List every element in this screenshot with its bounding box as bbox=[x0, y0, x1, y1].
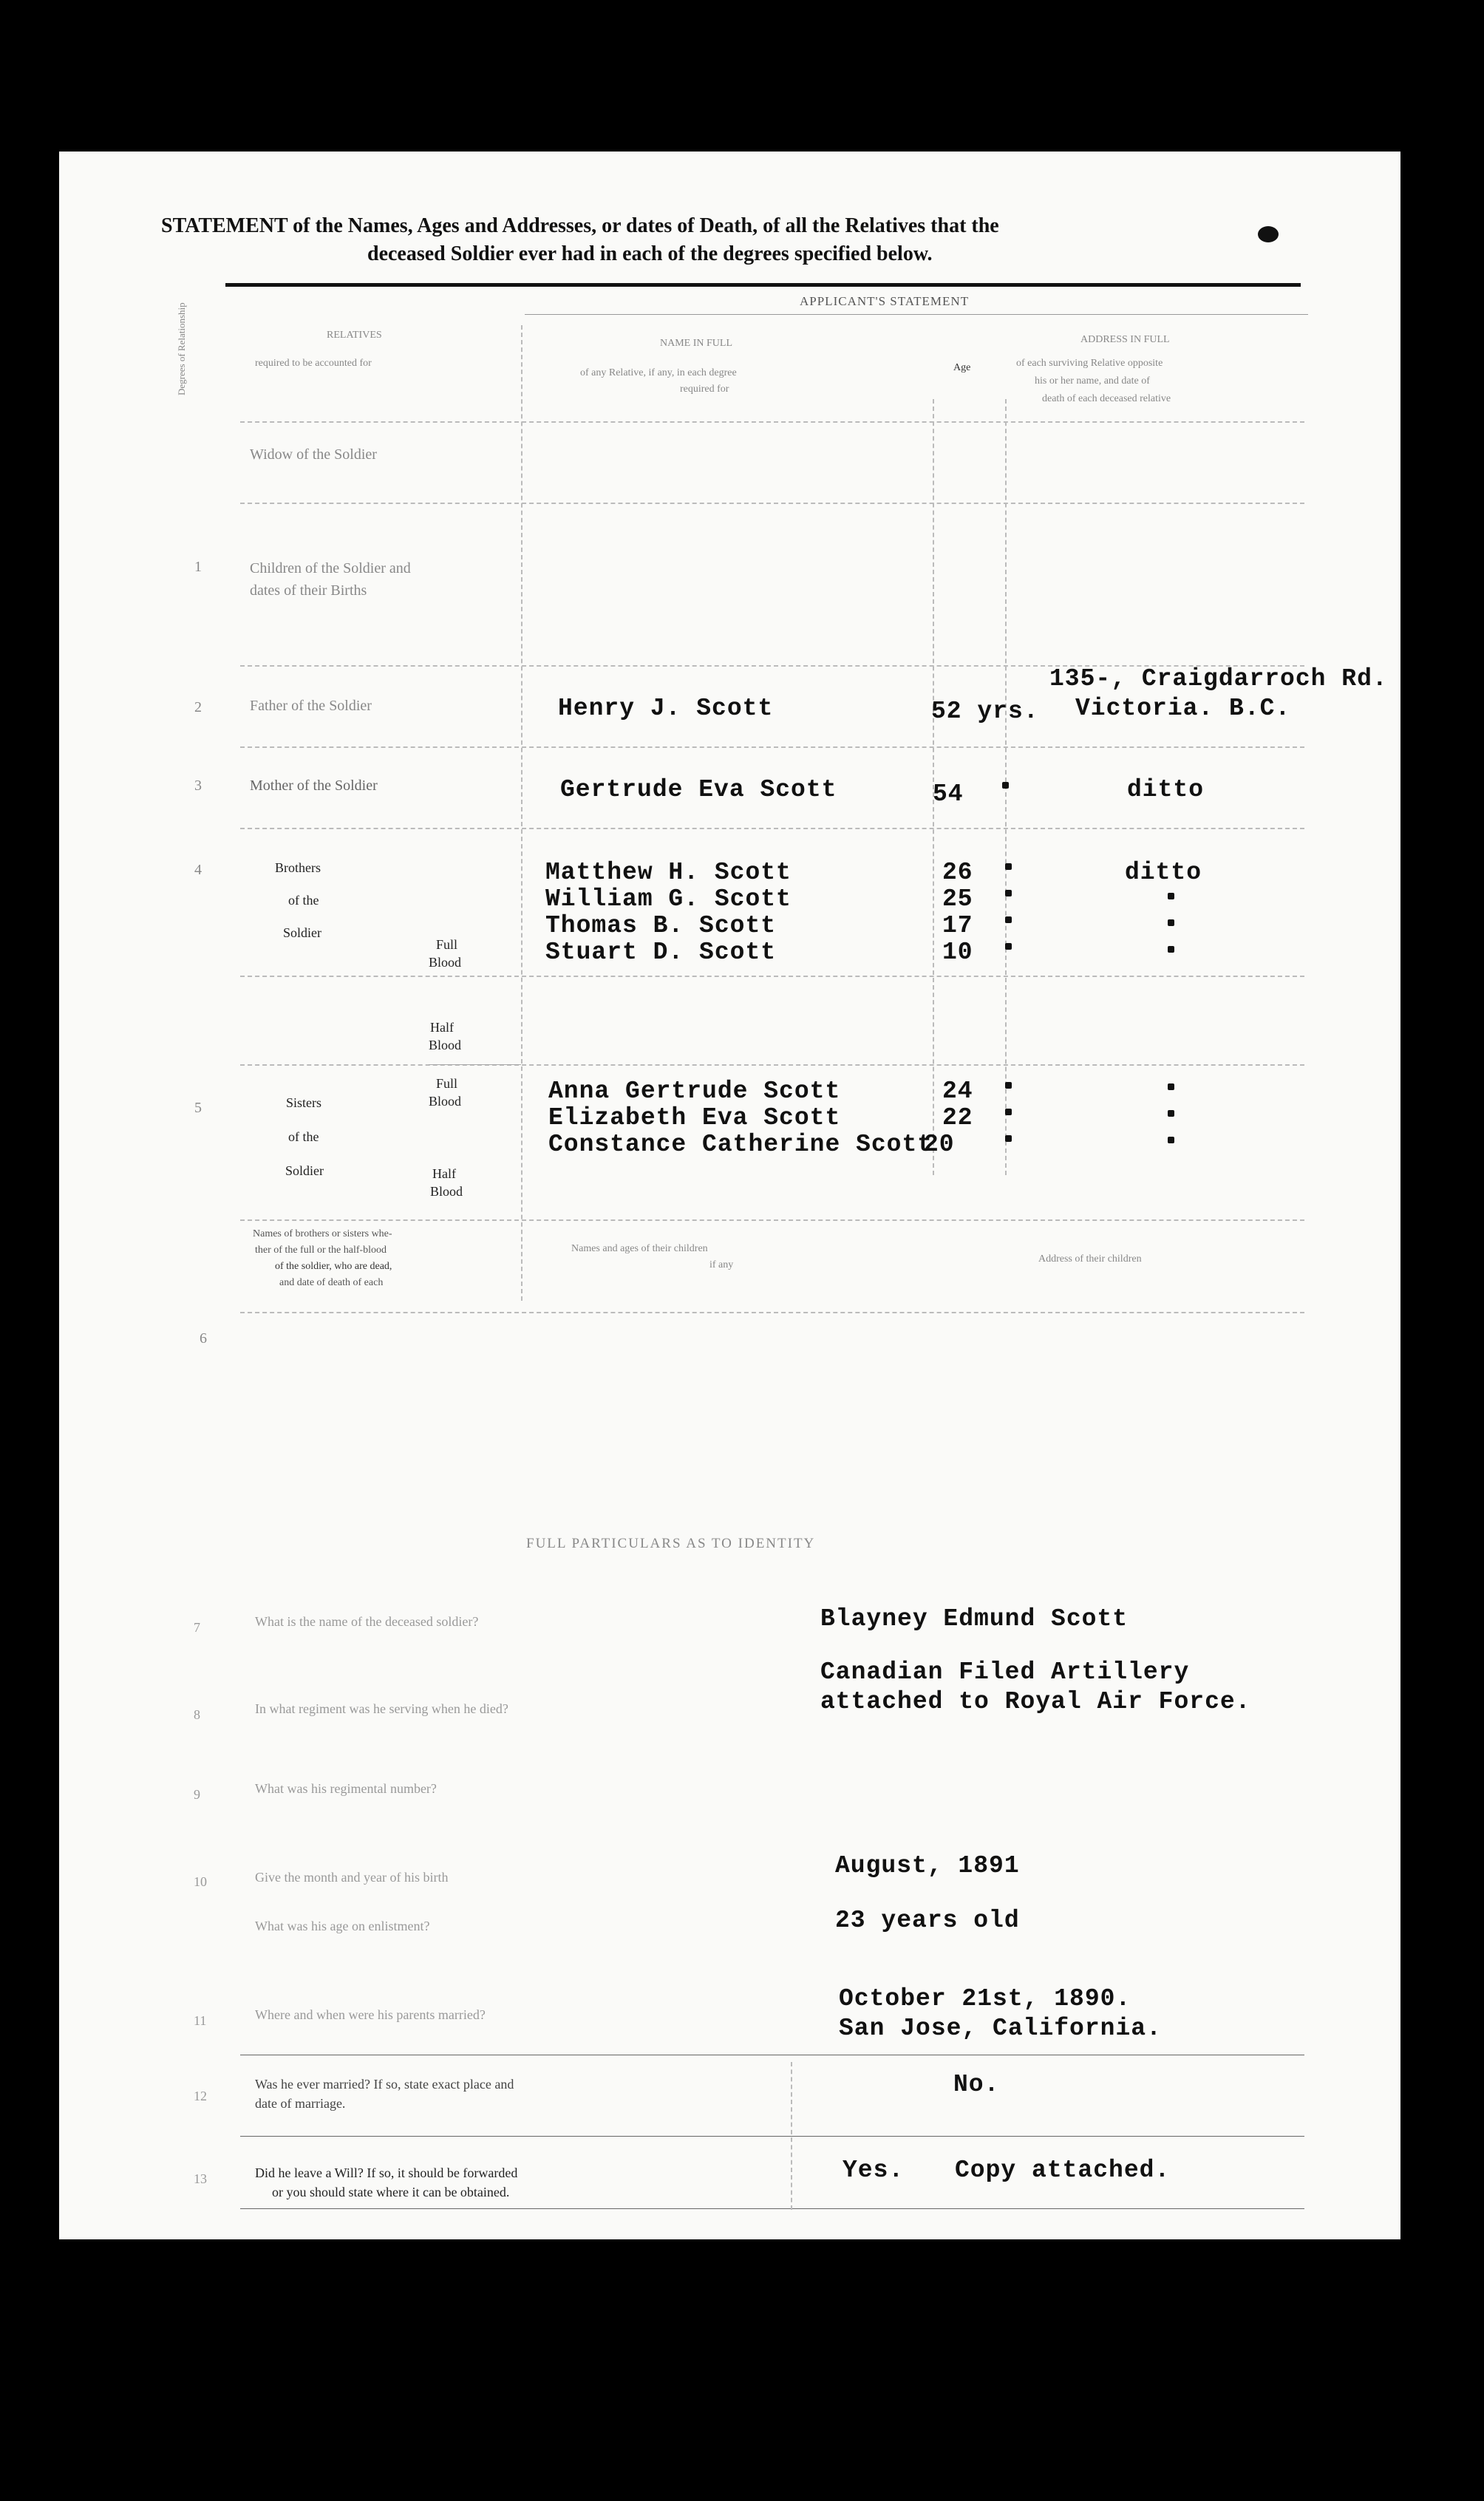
ditto-mark bbox=[1005, 1135, 1012, 1142]
answer-11-line2: San Jose, California. bbox=[839, 2015, 1162, 2042]
note-children-line2: if any bbox=[709, 1259, 734, 1270]
brother-1-age: 26 bbox=[942, 859, 973, 886]
question-10b: What was his age on enlistment? bbox=[255, 1919, 430, 1933]
sisters-full-blood-label: Blood bbox=[429, 1094, 462, 1109]
father-age: 52 yrs. bbox=[931, 698, 1039, 725]
sister-3-name: Constance Catherine Scott bbox=[548, 1131, 933, 1158]
degree-1: 1 bbox=[194, 559, 202, 575]
sister-3-age: 20 bbox=[924, 1131, 955, 1158]
brother-2-name: William G. Scott bbox=[545, 885, 792, 913]
col-relatives-subheader: required to be accounted for bbox=[255, 358, 372, 369]
brothers-full-label: Full bbox=[436, 937, 458, 952]
answer-8-line1: Canadian Filed Artillery bbox=[820, 1658, 1190, 1686]
question-7-number: 7 bbox=[194, 1620, 200, 1635]
question-12-line2: date of marriage. bbox=[255, 2096, 346, 2111]
ditto-mark bbox=[1168, 946, 1174, 953]
children-label-line2: dates of their Births bbox=[250, 582, 367, 599]
question-10-number: 10 bbox=[194, 1874, 207, 1889]
sister-2-age: 22 bbox=[942, 1104, 973, 1132]
sister-1-name: Anna Gertrude Scott bbox=[548, 1078, 841, 1105]
row-rule bbox=[240, 976, 1304, 977]
sisters-full-label: Full bbox=[436, 1076, 458, 1091]
degree-3: 3 bbox=[194, 777, 202, 794]
widow-label: Widow of the Soldier bbox=[250, 446, 377, 463]
brother-2-age: 25 bbox=[942, 885, 973, 913]
row-rule bbox=[240, 2208, 1304, 2209]
answer-11-line1: October 21st, 1890. bbox=[839, 1985, 1131, 2012]
ditto-mark bbox=[1005, 863, 1012, 870]
col-name-header: NAME IN FULL bbox=[660, 338, 732, 349]
note-children-address: Address of their children bbox=[1038, 1253, 1142, 1265]
identity-heading: FULL PARTICULARS AS TO IDENTITY bbox=[526, 1536, 816, 1551]
col-age-header: Age bbox=[953, 362, 971, 373]
question-9-number: 9 bbox=[194, 1787, 200, 1802]
brothers-label-line1: Brothers bbox=[275, 860, 321, 875]
col-address-subheader: of each surviving Relative opposite bbox=[1016, 358, 1163, 369]
ditto-mark bbox=[1005, 916, 1012, 923]
question-13-number: 13 bbox=[194, 2171, 207, 2186]
sister-2-name: Elizabeth Eva Scott bbox=[548, 1104, 841, 1132]
row-rule bbox=[240, 2136, 1304, 2137]
brother-1-name: Matthew H. Scott bbox=[545, 859, 792, 886]
brother-4-name: Stuart D. Scott bbox=[545, 939, 777, 966]
question-13-line2: or you should state where it can be obtained. bbox=[272, 2185, 510, 2199]
brothers-label-line3: Soldier bbox=[283, 925, 321, 940]
brothers-full-blood-label: Blood bbox=[429, 955, 462, 970]
brothers-label-line2: of the bbox=[288, 893, 319, 908]
brother-3-age: 17 bbox=[942, 912, 973, 939]
mother-age: 54 bbox=[933, 780, 964, 808]
row-rule bbox=[240, 421, 1304, 423]
ditto-mark bbox=[1002, 782, 1009, 789]
answer-col-divider bbox=[791, 2062, 792, 2210]
applicants-statement-label: APPLICANT'S STATEMENT bbox=[800, 294, 970, 308]
question-12-line1: Was he ever married? If so, state exact place and bbox=[255, 2077, 514, 2092]
row-rule bbox=[240, 746, 1304, 748]
sisters-label-line3: Soldier bbox=[285, 1163, 324, 1178]
ditto-mark bbox=[1005, 1082, 1012, 1089]
brother-4-age: 10 bbox=[942, 939, 973, 966]
row-rule bbox=[240, 503, 1304, 504]
brothers-half-label: Half bbox=[430, 1020, 454, 1035]
mother-name: Gertrude Eva Scott bbox=[560, 776, 837, 803]
answer-13-yes: Yes. bbox=[843, 2157, 905, 2184]
answer-8-line2: attached to Royal Air Force. bbox=[820, 1688, 1251, 1715]
answer-7: Blayney Edmund Scott bbox=[820, 1605, 1129, 1633]
ink-blot bbox=[1258, 226, 1279, 242]
answer-12: No. bbox=[953, 2071, 1000, 2098]
ditto-mark bbox=[1005, 890, 1012, 896]
sisters-half-blood-label: Blood bbox=[430, 1184, 463, 1199]
degree-5: 5 bbox=[194, 1100, 202, 1116]
form-title-line1: STATEMENT of the Names, Ages and Addresses, or dates of Death, of all the Relatives that the bbox=[161, 214, 999, 237]
degree-4: 4 bbox=[194, 862, 202, 878]
question-8-number: 8 bbox=[194, 1707, 200, 1722]
title-rule bbox=[225, 283, 1301, 287]
answer-13-copy: Copy attached. bbox=[955, 2157, 1171, 2184]
father-name: Henry J. Scott bbox=[558, 695, 774, 722]
col-address-subheader3: death of each deceased relative bbox=[1042, 393, 1171, 404]
question-11-number: 11 bbox=[194, 2013, 207, 2028]
children-label-line1: Children of the Soldier and bbox=[250, 560, 411, 576]
note-dead-siblings-line4: and date of death of each bbox=[279, 1277, 384, 1288]
row-rule bbox=[240, 1064, 1304, 1066]
question-11: Where and when were his parents married? bbox=[255, 2007, 486, 2022]
brothers-half-blood-label: Blood bbox=[429, 1038, 462, 1052]
col-address-subheader2: his or her name, and date of bbox=[1035, 375, 1150, 387]
question-7: What is the name of the deceased soldier? bbox=[255, 1614, 479, 1629]
sisters-label-line1: Sisters bbox=[286, 1095, 322, 1110]
ditto-mark bbox=[1005, 1109, 1012, 1115]
note-dead-siblings-line1: Names of brothers or sisters whe- bbox=[253, 1228, 392, 1239]
question-12-number: 12 bbox=[194, 2089, 207, 2103]
father-address-line1: 135-, Craigdarroch Rd. bbox=[1049, 665, 1388, 693]
row-rule bbox=[240, 1219, 1304, 1221]
answer-10b: 23 years old bbox=[835, 1907, 1020, 1934]
mother-label: Mother of the Soldier bbox=[250, 777, 378, 794]
note-children-line1: Names and ages of their children bbox=[571, 1243, 708, 1254]
sisters-label-line2: of the bbox=[288, 1129, 319, 1144]
note-dead-siblings-line3: of the soldier, who are dead, bbox=[275, 1261, 392, 1272]
mother-address: ditto bbox=[1127, 776, 1205, 803]
half-blood-divider bbox=[429, 1064, 521, 1065]
answer-10: August, 1891 bbox=[835, 1852, 1020, 1879]
question-10: Give the month and year of his birth bbox=[255, 1870, 449, 1885]
sisters-half-label: Half bbox=[432, 1166, 456, 1181]
ditto-mark bbox=[1168, 1083, 1174, 1090]
col-relatives-header: RELATIVES bbox=[327, 330, 382, 341]
question-9: What was his regimental number? bbox=[255, 1781, 437, 1796]
question-8: In what regiment was he serving when he died? bbox=[255, 1701, 508, 1716]
header-rule bbox=[525, 314, 1308, 315]
col-name-subheader: of any Relative, if any, in each degree bbox=[580, 367, 737, 378]
brother-1-address: ditto bbox=[1125, 859, 1202, 886]
ditto-mark bbox=[1168, 1137, 1174, 1143]
note-dead-siblings-line2: ther of the full or the half-blood bbox=[255, 1245, 387, 1256]
col-address-header: ADDRESS IN FULL bbox=[1080, 334, 1170, 345]
degree-6: 6 bbox=[200, 1330, 207, 1347]
row-rule bbox=[240, 828, 1304, 829]
form-title-line2: deceased Soldier ever had in each of the degrees specified below. bbox=[367, 242, 933, 265]
ditto-mark bbox=[1168, 919, 1174, 926]
degree-2: 2 bbox=[194, 699, 202, 715]
sister-1-age: 24 bbox=[942, 1078, 973, 1105]
col-name-subheader2: required for bbox=[680, 384, 729, 395]
brother-3-name: Thomas B. Scott bbox=[545, 912, 777, 939]
question-13-line1: Did he leave a Will? If so, it should be forwarded bbox=[255, 2165, 518, 2180]
row-rule bbox=[240, 1312, 1304, 1313]
father-address-line2: Victoria. B.C. bbox=[1075, 695, 1291, 722]
father-label: Father of the Soldier bbox=[250, 698, 372, 714]
ditto-mark bbox=[1168, 1110, 1174, 1117]
degrees-label: Degrees of Relationship bbox=[176, 302, 187, 395]
ditto-mark bbox=[1005, 943, 1012, 950]
name-col-divider bbox=[521, 325, 523, 1301]
ditto-mark bbox=[1168, 893, 1174, 899]
